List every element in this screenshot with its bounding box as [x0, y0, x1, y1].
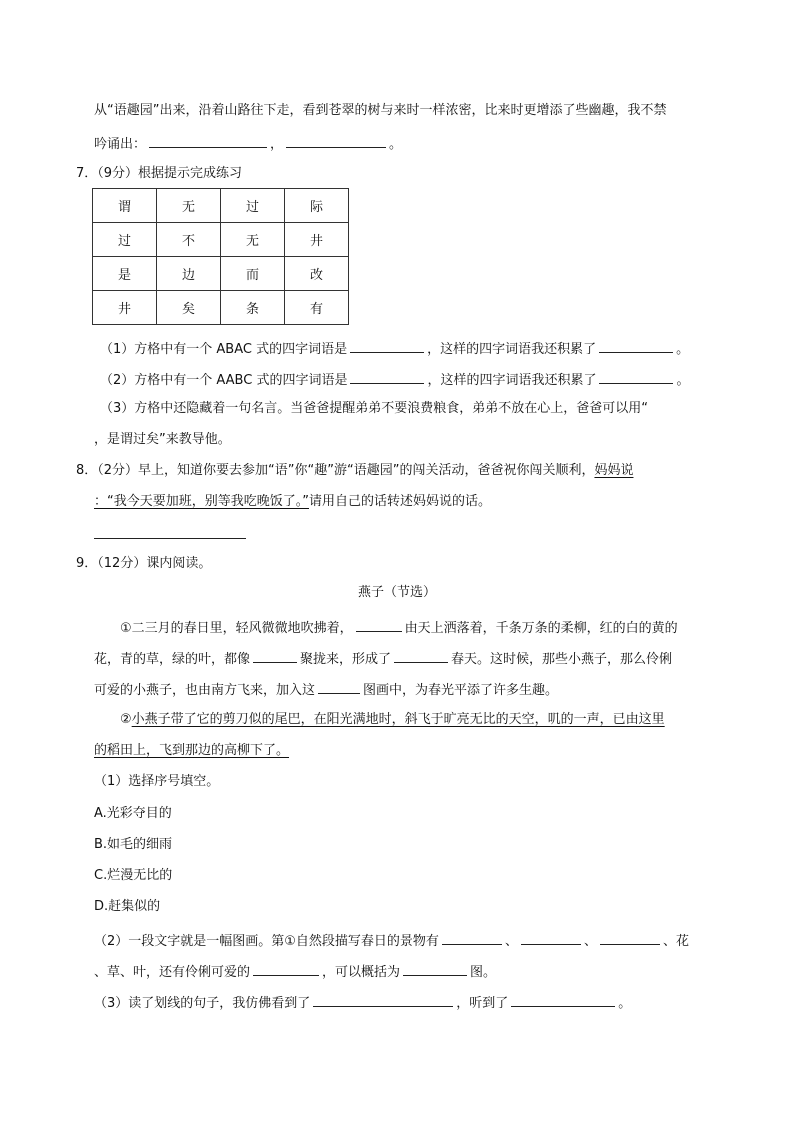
passage-p1-line-1: ①二三月的春日里，轻风微微地吹拂着， 由天上洒落着，千条万条的柔柳，红的白的黄的	[120, 617, 678, 638]
passage-p2-line-1: ②小燕子带了它的剪刀似的尾巴，在阳光满地时，斜飞于旷亮无比的天空，叽的一声，已由这里	[120, 712, 665, 727]
question-9-header: 9．（12分）课内阅读。	[76, 556, 212, 571]
grid-cell: 无	[157, 189, 221, 223]
answer-blank[interactable]	[511, 992, 615, 1007]
passage-p2-line-2: 的稻田上，飞到那边的高柳下了。	[94, 743, 290, 758]
option-c: C.烂漫无比的	[94, 868, 173, 883]
answer-blank[interactable]	[318, 679, 360, 694]
question-8-line-2: ：“我今天要加班，别等我吃晚饭了。”请用自己的话转述妈妈说的话。	[94, 494, 491, 509]
q7-sub-3-line-2: ，是谓过矣”来教导他。	[94, 432, 231, 447]
q7-sub-3-line-1: （3）方格中还隐藏着一句名言。当爸爸提醒弟弟不要浪费粮食，弟弟不放在心上，爸爸可以用“	[100, 401, 649, 416]
grid-cell: 条	[221, 291, 285, 325]
character-grid	[92, 188, 349, 325]
answer-blank[interactable]	[599, 338, 673, 353]
answer-blank[interactable]	[600, 930, 660, 945]
answer-blank[interactable]	[253, 648, 297, 663]
option-a: A.光彩夺目的	[94, 806, 172, 821]
q8-answer-line[interactable]	[94, 524, 246, 545]
answer-blank[interactable]	[149, 133, 267, 148]
grid-cell: 谓	[93, 189, 157, 223]
question-8-line-1: 8．（2分）早上，知道你要去参加“语”你“趣”游“语趣园”的闯关活动，爸爸祝你闯关顺利，妈妈说	[76, 463, 634, 478]
passage-p1-line-2: 花，青的草，绿的叶，都像 聚拢来，形成了 春天。这时候，那些小燕子，那么伶俐	[94, 648, 672, 669]
grid-cell: 有	[285, 291, 349, 325]
q9-sub-3: （3）读了划线的句子，我仿佛看到了 ，听到了 。	[94, 992, 631, 1013]
option-b: B.如毛的细雨	[94, 837, 173, 852]
answer-blank[interactable]	[442, 930, 502, 945]
q9-sub-2-line-1: （2）一段文字就是一幅图画。第①自然段描写春日的景物有 、 、 、花	[94, 930, 689, 951]
answer-blank[interactable]	[94, 524, 246, 539]
answer-blank[interactable]	[394, 648, 448, 663]
q7-sub-1: （1）方格中有一个 ABAC 式的四字词语是 ，这样的四字词语我还积累了 。	[100, 338, 689, 359]
q9-sub-1: （1）选择序号填空。	[94, 774, 220, 789]
grid-cell: 改	[285, 257, 349, 291]
q9-sub-2-line-2: 、草、叶，还有伶俐可爱的 ，可以概括为 图。	[94, 961, 496, 982]
grid-cell: 是	[93, 257, 157, 291]
answer-blank[interactable]	[521, 930, 581, 945]
passage-title: 燕子（节选）	[357, 585, 436, 600]
grid-cell: 矣	[157, 291, 221, 325]
answer-blank[interactable]	[253, 961, 319, 976]
grid-cell: 过	[93, 223, 157, 257]
grid-cell: 无	[221, 223, 285, 257]
grid-cell: 而	[221, 257, 285, 291]
intro-line-1: 从“语趣园”出来，沿着山路往下走，看到苍翠的树与来时一样浓密，比来时更增添了些幽趣，我不禁	[94, 103, 667, 118]
grid-cell: 际	[285, 189, 349, 223]
answer-blank[interactable]	[313, 992, 453, 1007]
answer-blank[interactable]	[286, 133, 386, 148]
answer-blank[interactable]	[350, 338, 424, 353]
grid-cell: 井	[93, 291, 157, 325]
answer-blank[interactable]	[403, 961, 467, 976]
option-d: D.赶集似的	[94, 899, 161, 914]
grid-cell: 井	[285, 223, 349, 257]
grid-cell: 不	[157, 223, 221, 257]
grid-cell: 边	[157, 257, 221, 291]
q7-sub-2: （2）方格中有一个 AABC 式的四字词语是 ，这样的四字词语我还积累了 。	[100, 369, 689, 390]
answer-blank[interactable]	[356, 617, 402, 632]
intro-line-2: 吟诵出： ， 。	[94, 133, 402, 154]
grid-cell: 过	[221, 189, 285, 223]
answer-blank[interactable]	[350, 369, 424, 384]
answer-blank[interactable]	[599, 369, 673, 384]
question-7-header: 7．（9分）根据提示完成练习	[76, 166, 243, 181]
passage-p1-line-3: 可爱的小燕子，也由南方飞来，加入这 图画中，为春光平添了许多生趣。	[94, 679, 558, 700]
